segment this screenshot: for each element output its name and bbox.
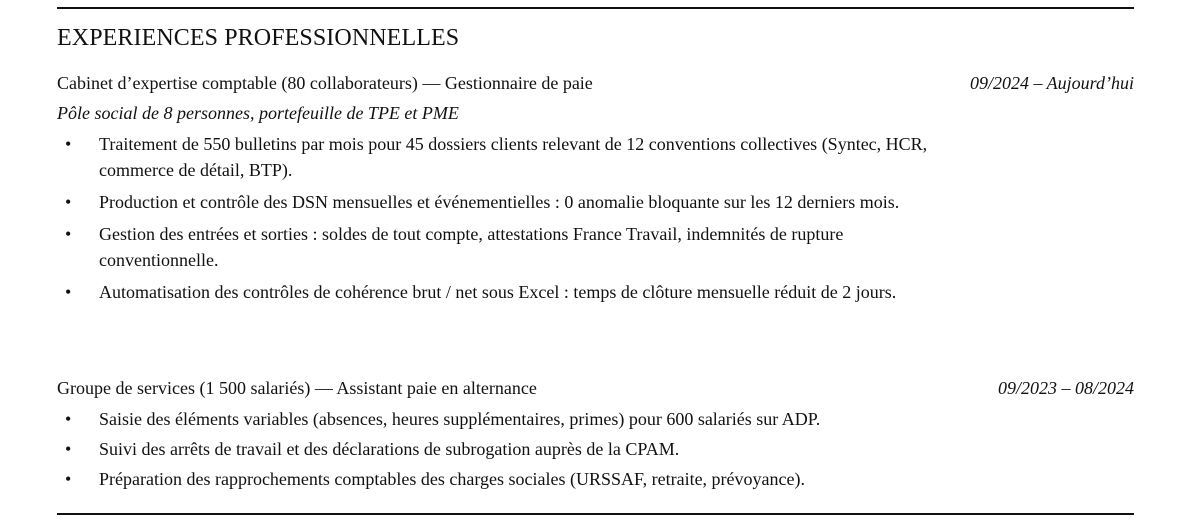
bullet-text: Saisie des éléments variables (absences, heures supplémentaires, primes) pour 600 salariés sur ADP. [99,409,821,429]
bullet-item [57,406,954,432]
job-bullets [57,131,1134,305]
bullet-dot-icon: • [65,282,72,302]
bullet-dot-icon: • [65,439,72,459]
bottom-divider [57,513,1134,515]
job-header [57,70,1134,96]
bullet-text: Suivi des arrêts de travail et des déclarations de subrogation auprès de la CPAM. [99,439,680,459]
section-title: EXPERIENCES PROFESSIONNELLES [57,25,460,51]
job-header [57,375,1134,401]
job-title: Cabinet d’expertise comptable (80 collaborateurs) — Gestionnaire de paie [57,73,593,93]
job-entry [57,375,1134,496]
bullet-text: Automatisation des contrôles de cohérence brut / net sous Excel : temps de clôture mensuelle réduit de 2 jours. [99,282,897,302]
bullet-dot-icon: • [65,409,72,429]
bullet-item [57,221,954,273]
bullet-text: Gestion des entrées et sorties : soldes de tout compte, attestations France Travail, indemnités de rupture conventionnelle. [99,224,844,270]
job-entry [57,70,1134,311]
bullet-item [57,279,954,305]
job-dates: 09/2023 – 08/2024 [997,378,1134,398]
bullet-text: Préparation des rapprochements comptables des charges sociales (URSSAF, retraite, prévoyance). [99,469,805,489]
bullet-dot-icon: • [65,134,72,154]
job-subtitle: Pôle social de 8 personnes, portefeuille de TPE et PME [57,103,459,123]
bullet-item [57,189,954,215]
bullet-dot-icon: • [65,469,72,489]
bullet-text: Traitement de 550 bulletins par mois pour 45 dossiers clients relevant de 12 conventions collectives (Syntec, HCR, commerce de détail, BTP). [99,134,928,180]
job-title: Groupe de services (1 500 salariés) — Assistant paie en alternance [57,378,537,398]
job-dates: 09/2024 – Aujourd’hui [969,73,1134,93]
bullet-dot-icon: • [65,192,72,212]
bullet-item [57,436,954,462]
bullet-item [57,131,954,183]
job-bullets [57,406,1134,492]
bullet-text: Production et contrôle des DSN mensuelles et événementielles : 0 anomalie bloquante sur les 12 derniers mois. [99,192,900,212]
bullet-dot-icon: • [65,224,72,244]
bullet-item [57,466,954,492]
top-divider [57,7,1134,9]
